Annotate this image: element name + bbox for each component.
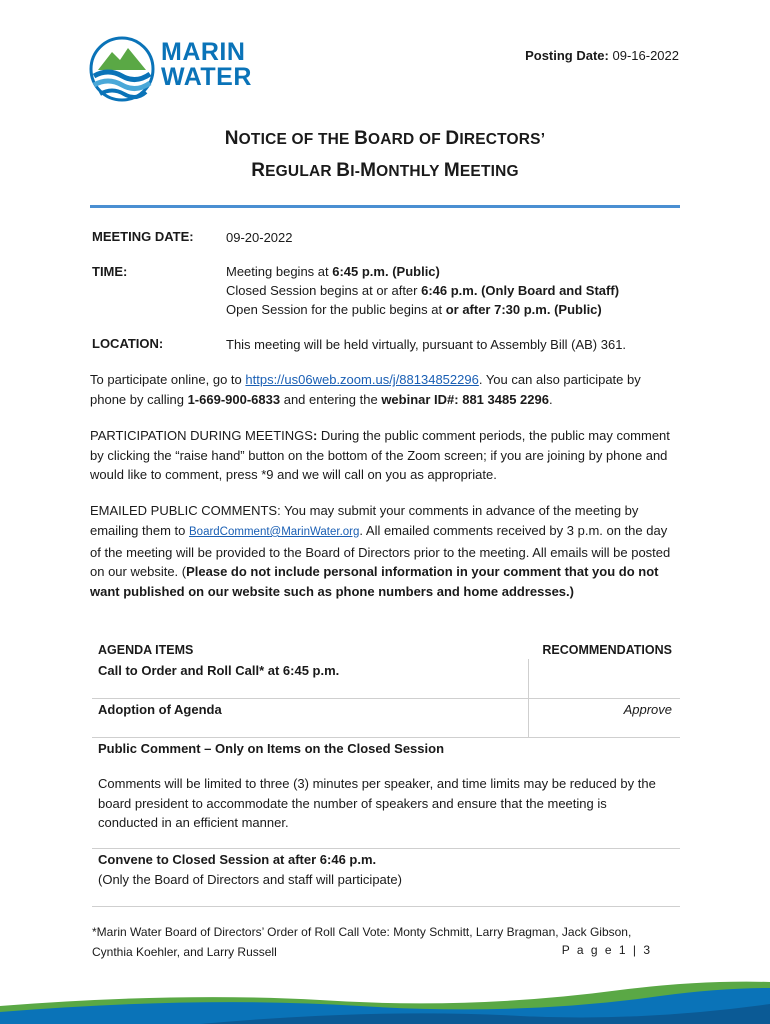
title-text: OTICE OF THE [238, 131, 355, 148]
time-line-text: Open Session for the public begins at [226, 302, 446, 317]
logo-mark-icon [88, 36, 160, 102]
emailed-bold-text: Please do not include personal information in your comment that you do not want published on our website such as phone numbers and home addresses.) [90, 564, 659, 600]
title-cap: B [354, 128, 369, 149]
title-cap: D [445, 128, 460, 149]
title-text: IRECTORS’ [459, 131, 546, 148]
title-cap: B [336, 160, 351, 181]
title-text: ONTHLY [376, 163, 444, 180]
title-text: OARD OF [368, 131, 446, 148]
logo-line-1: MARIN [161, 38, 246, 66]
time-line-text: Meeting begins at [226, 264, 333, 279]
footer-wave-band [0, 978, 770, 1024]
title-cap: M [443, 160, 460, 181]
time-label: TIME: [92, 264, 128, 279]
participate-text: and entering the [280, 391, 382, 407]
participate-paragraph [90, 370, 680, 409]
participation-label: PARTICIPATION DURING MEETINGS [90, 428, 313, 443]
marin-water-logo [88, 36, 252, 102]
participate-text: . You can also participate by phone by calling [90, 372, 641, 407]
webinar-id: webinar ID#: 881 3485 2296 [381, 391, 549, 407]
agenda-row-divider [92, 737, 680, 738]
participate-text: To participate online, go to [90, 372, 246, 387]
time-line-text: Closed Session begins at or after [226, 283, 422, 298]
title-text: EGULAR [265, 163, 337, 180]
meeting-date-value: 09-20-2022 [226, 230, 293, 245]
agenda-item-closed-session: Convene to Closed Session at after 6:46 p.m. [98, 852, 377, 867]
agenda-items-header: AGENDA ITEMS [98, 643, 194, 657]
posting-date [525, 48, 679, 63]
participation-colon: : [312, 428, 318, 443]
notice-title-line-1 [0, 128, 770, 150]
public-comment-description: Comments will be limited to three (3) minutes per speaker, and time limits may be reduced by the board president to accommodate the number of speakers and ensure that the meeting is conducted in an efficient manner. [98, 776, 656, 830]
title-cap: M [360, 160, 377, 181]
logo-line-2: WATER [161, 63, 252, 91]
notice-title-line-2 [0, 160, 770, 182]
closed-session-note: (Only the Board of Directors and staff will participate) [98, 872, 402, 887]
emailed-text: . All emailed comments received by 3 p.m. on the day of the meeting will be provided to the Board of Directors prior to the meeting. All emails will be posted on our website. ( [90, 522, 671, 580]
logo-text [161, 40, 252, 90]
participation-paragraph [90, 426, 680, 485]
page-number: P a g e 1 | 3 [561, 943, 652, 957]
location-label: LOCATION: [92, 336, 164, 351]
location-value: This meeting will be held virtually, pursuant to Assembly Bill (AB) 361. [226, 337, 627, 352]
title-cap: N [224, 128, 239, 149]
agenda-item-public-comment: Public Comment – Only on Items on the Closed Session [98, 741, 445, 756]
participation-text: During the public comment periods, the public may comment by clicking the “raise hand” button on the bottom of the Zoom screen; if you are joining by phone and would like to comment, press *9 and we will call on you as appropriate. [90, 428, 670, 482]
posting-date-label: Posting Date: [525, 48, 609, 63]
time-line-bold: 6:45 p.m. (Public) [332, 264, 440, 279]
emailed-comments-paragraph [90, 501, 680, 602]
agenda-item-call-to-order: Call to Order and Roll Call* at 6:45 p.m. [98, 663, 340, 678]
title-text: EETING [459, 163, 519, 180]
posting-date-value: 09-16-2022 [612, 48, 679, 63]
title-cap: R [251, 160, 266, 181]
footnote-divider [92, 906, 680, 907]
time-line-bold: or after 7:30 p.m. (Public) [445, 302, 602, 317]
agenda-row-divider [92, 848, 680, 849]
time-line-bold: 6:46 p.m. (Only Board and Staff) [421, 283, 620, 298]
agenda-item-adoption: Adoption of Agenda [98, 702, 222, 717]
title-divider [90, 205, 680, 208]
emailed-text: EMAILED PUBLIC COMMENTS: You may submit your comments in advance of the meeting by emailing them to [90, 503, 639, 538]
participate-text: . [548, 391, 553, 407]
zoom-link[interactable]: https://us06web.zoom.us/j/88134852296 [245, 372, 479, 387]
meeting-date-label: MEETING DATE: [92, 229, 194, 244]
recommendation-approve: Approve [623, 702, 672, 717]
title-text: I- [350, 163, 361, 180]
roll-call-footnote: *Marin Water Board of Directors’ Order of Roll Call Vote: Monty Schmitt, Larry Bragman, Jack Gibson, Cynthia Koehler, and Larry Russell [92, 925, 632, 959]
recommendations-header: RECOMMENDATIONS [542, 643, 672, 657]
phone-number: 1-669-900-6833 [187, 391, 281, 407]
time-value [226, 262, 619, 319]
board-comment-email-link[interactable]: BoardComment@MarinWater.org [189, 525, 360, 538]
agenda-row-divider [92, 698, 680, 699]
